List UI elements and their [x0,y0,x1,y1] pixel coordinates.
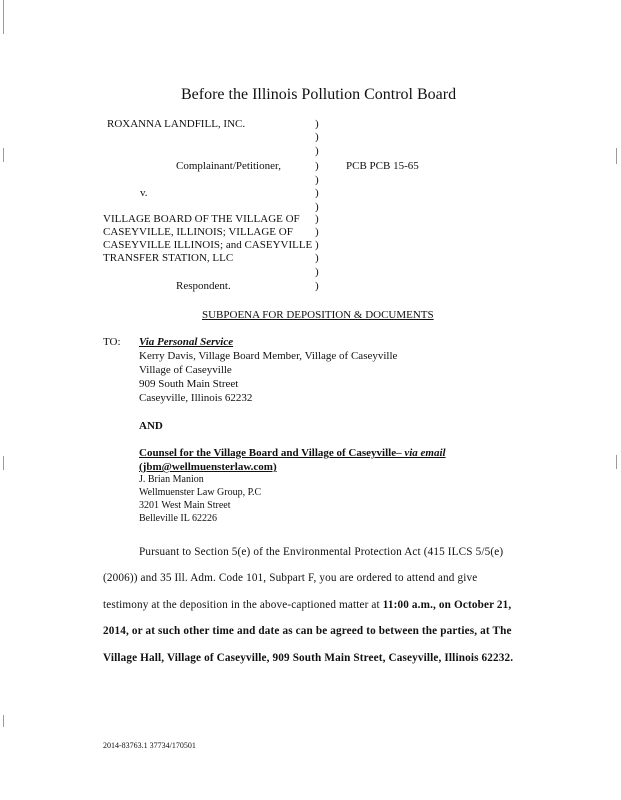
body-line-1: Pursuant to Section 5(e) of the Environmental Protection Act (415 ILCS 5/5(e) [139,546,504,558]
caption-paren: ) [315,174,319,186]
counsel-line-4: Belleville IL 62226 [139,513,217,524]
caption-paren: ) [315,266,319,278]
body-line-2: (2006)) and 35 Ill. Adm. Code 101, Subpart F, you are ordered to attend and give [103,572,478,584]
caption-paren: ) [315,239,319,251]
recipient-line-1: Kerry Davis, Village Board Member, Village of Caseyville [139,350,398,362]
counsel-heading-text: Counsel for the Village Board and Village of Caseyville– [139,447,405,459]
body-line-3-text: testimony at the deposition in the above-captioned matter at [103,599,383,611]
caption-paren: ) [315,145,319,157]
respondent-role: Respondent. [176,280,231,292]
footer-code: 2014-83763.1 37734/170501 [103,741,196,750]
respondent-line-4: TRANSFER STATION, LLC [103,252,234,264]
complainant-role: Complainant/Petitioner, [176,160,281,172]
personal-service-heading: Via Personal Service [139,336,234,348]
to-label: TO: [103,336,121,348]
counsel-heading [139,447,446,459]
body-line-5: Village Hall, Village of Caseyville, 909 South Main Street, Caseyville, Illinois 62232. [103,652,514,664]
left-edge-mark-1 [3,148,4,162]
versus: v. [140,187,148,199]
caption-paren: ) [315,226,319,238]
caption-paren: ) [315,213,319,225]
respondent-line-3: CASEYVILLE ILLINOIS; and CASEYVILLE [103,239,313,251]
right-edge-mark-2 [616,455,617,469]
left-edge-mark-3 [3,715,4,727]
caption-paren: ) [315,201,319,213]
respondent-line-1: VILLAGE BOARD OF THE VILLAGE OF [103,213,300,225]
body-line-3-time: 11:00 a.m., on October 21, [382,599,512,611]
respondent-line-2: CASEYVILLE, ILLINOIS; VILLAGE OF [103,226,293,238]
body-line-4: 2014, or at such other time and date as can be agreed to between the parties, at The [103,625,512,637]
body-line-3 [103,599,511,611]
counsel-line-2: Wellmuenster Law Group, P.C [139,487,262,498]
caption-paren: ) [315,252,319,264]
left-edge-mark-2 [3,456,4,470]
recipient-line-3: 909 South Main Street [139,378,239,390]
counsel-line-3: 3201 West Main Street [139,500,231,511]
complainant-name: ROXANNA LANDFILL, INC. [107,118,246,130]
recipient-line-2: Village of Caseyville [139,364,232,376]
recipient-line-4: Caseyville, Illinois 62232 [139,392,253,404]
and-label: AND [139,420,163,432]
counsel-heading-via: via email [404,447,446,459]
right-edge-mark-1 [616,148,617,164]
counsel-line-1: J. Brian Manion [139,474,204,485]
subpoena-heading: SUBPOENA FOR DEPOSITION & DOCUMENTS [202,309,434,321]
counsel-email: (jbm@wellmuensterlaw.com) [139,461,277,473]
left-edge-mark-top [3,0,4,34]
caption-paren: ) [315,160,319,172]
case-number: PCB PCB 15-65 [346,160,419,172]
document-title: Before the Illinois Pollution Control Board [181,86,457,103]
caption-paren: ) [315,187,319,199]
caption-paren: ) [315,118,319,130]
caption-paren: ) [315,131,319,143]
caption-paren: ) [315,280,319,292]
